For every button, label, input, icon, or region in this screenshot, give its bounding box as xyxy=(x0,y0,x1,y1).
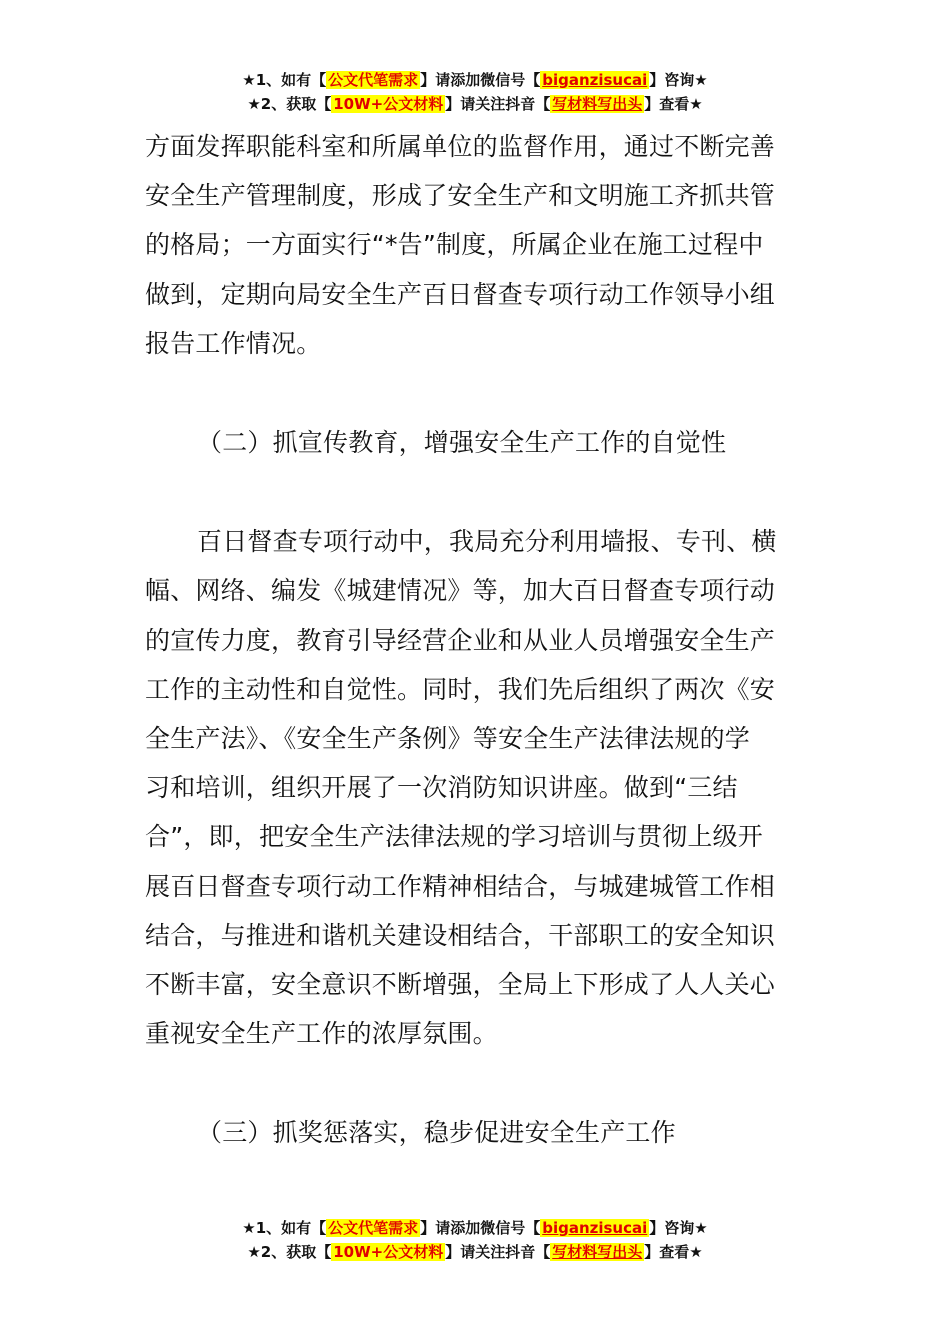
banner-highlight-materials: 10W+公文材料 xyxy=(333,95,444,113)
banner-text: ★2、获取【 xyxy=(247,95,332,113)
banner-line-1 xyxy=(0,68,950,92)
text-line: 习和培训，组织开展了一次消防知识讲座。做到“三结 xyxy=(145,773,738,803)
text-line: 的格局；一方面实行“*告”制度，所属企业在施工过程中 xyxy=(145,230,764,260)
banner-text: 】查看★ xyxy=(644,95,703,113)
banner-text: ★1、如有【 xyxy=(242,71,327,89)
banner-highlight-douyin: 写材料写出头 xyxy=(552,95,643,113)
text-line: 不断丰富，安全意识不断增强，全局上下形成了人人关心 xyxy=(145,970,776,1000)
text-line: 幅、网络、编发《城建情况》等，加大百日督查专项行动 xyxy=(145,576,776,606)
bottom-banner xyxy=(0,1216,950,1264)
text-line: 全生产法》、《安全生产条例》等安全生产法律法规的学 xyxy=(145,724,751,754)
banner-text: ★1、如有【 xyxy=(242,1219,327,1237)
banner-line-2 xyxy=(0,1240,950,1264)
top-banner xyxy=(0,68,950,116)
banner-line-1 xyxy=(0,1216,950,1240)
banner-highlight-service: 公文代笔需求 xyxy=(328,1219,419,1237)
text-line: 报告工作情况。 xyxy=(145,328,322,358)
text-line: 展百日督查专项行动工作精神相结合，与城建城管工作相 xyxy=(145,871,776,901)
text-line: 结合，与推进和谐机关建设相结合，干部职工的安全知识 xyxy=(145,920,776,950)
banner-text: 】请关注抖音【 xyxy=(445,95,551,113)
banner-text: 】咨询★ xyxy=(649,71,708,89)
text-line: 百日督查专项行动中，我局充分利用墙报、专刊、横 xyxy=(197,527,777,557)
paragraph-1 xyxy=(145,122,807,368)
section-heading-3: （三）抓奖惩落实，稳步促进安全生产工作 xyxy=(197,1118,676,1148)
banner-text: 】请关注抖音【 xyxy=(445,1243,551,1261)
text-line: 工作的主动性和自觉性。同时，我们先后组织了两次《安 xyxy=(145,674,776,704)
text-line: 方面发挥职能科室和所属单位的监督作用，通过不断完善 xyxy=(145,132,776,161)
banner-text: ★2、获取【 xyxy=(247,1243,332,1261)
banner-highlight-wechat: biganzisucai xyxy=(542,71,648,89)
banner-highlight-materials: 10W+公文材料 xyxy=(333,1243,444,1261)
banner-text: 】请添加微信号【 xyxy=(420,71,541,89)
banner-highlight-douyin: 写材料写出头 xyxy=(552,1243,643,1261)
text-line: 安全生产管理制度，形成了安全生产和文明施工齐抓共管 xyxy=(145,181,776,211)
text-line: 做到，定期向局安全生产百日督查专项行动工作领导小组 xyxy=(145,279,776,309)
paragraph-2 xyxy=(145,517,807,1058)
document-body xyxy=(145,122,807,1158)
banner-highlight-wechat: biganzisucai xyxy=(542,1219,648,1237)
banner-text: 】查看★ xyxy=(644,1243,703,1261)
banner-line-2 xyxy=(0,92,950,116)
text-line: 重视安全生产工作的浓厚氛围。 xyxy=(145,1019,498,1049)
text-line: 的宣传力度，教育引导经营企业和从业人员增强安全生产 xyxy=(145,625,776,655)
banner-highlight-service: 公文代笔需求 xyxy=(328,71,419,89)
text-line: 合”，即，把安全生产法律法规的学习培训与贯彻上级开 xyxy=(145,822,763,852)
section-heading-2: （二）抓宣传教育，增强安全生产工作的自觉性 xyxy=(197,428,727,458)
banner-text: 】请添加微信号【 xyxy=(420,1219,541,1237)
banner-text: 】咨询★ xyxy=(649,1219,708,1237)
